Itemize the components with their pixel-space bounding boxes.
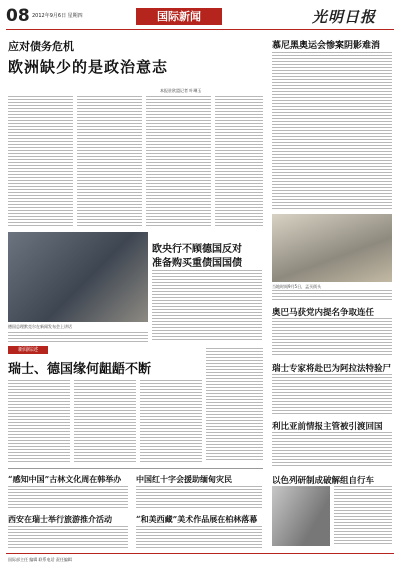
photo-caption: 德国总理默克尔在新闻发布会上讲话	[8, 324, 72, 329]
lead-column-1	[8, 96, 73, 228]
crowd-photo-caption: 当地时间9月5日，孟买街头	[272, 284, 322, 289]
page-number: 08	[6, 6, 30, 26]
story-a-headline-2: 准备购买重债国国债	[152, 258, 242, 269]
brief-2-headline: 中国红十字会援助缅甸灾民	[136, 474, 232, 484]
crowd-caption-text	[272, 290, 392, 300]
lead-column-4	[215, 96, 263, 228]
brief-2-text	[136, 486, 262, 508]
section-title: 国际新闻	[136, 8, 222, 25]
right-story-3-text	[272, 374, 392, 414]
news-tag: 新闻综述	[8, 346, 48, 354]
story-b-headline: 瑞士、德国缘何龃龉不断	[8, 362, 152, 377]
lead-byline: 本报驻欧盟记者 叶琳玉	[160, 88, 202, 93]
press-conference-photo	[8, 232, 148, 322]
issue-date: 2012年9月6日 星期四	[32, 13, 83, 19]
lead-column-2	[77, 96, 142, 228]
brief-4-text	[136, 526, 262, 548]
footer-credits: 国际部主任 编辑 联系电话 责任编辑	[8, 557, 72, 562]
story-b-col-3	[140, 380, 202, 462]
story-b-col-4	[206, 348, 263, 462]
story-b-col-2	[74, 380, 136, 462]
right-story-2-text	[272, 318, 392, 356]
story-a-headline-1: 欧央行不顾德国反对	[152, 244, 242, 255]
brief-4-headline: “和美西藏”美术作品展在柏林落幕	[136, 514, 258, 524]
right-story-1-headline: 慕尼黑奥运会惨案阴影难消	[272, 41, 381, 51]
photo-caption-text	[8, 332, 148, 342]
right-story-2-headline: 奥巴马获党内提名争取连任	[272, 308, 375, 318]
lead-kicker: 应对债务危机	[8, 40, 74, 53]
header-rule	[6, 29, 394, 30]
right-story-3-headline: 瑞士专家将赴巴为阿拉法特验尸	[272, 364, 392, 374]
right-story-5-headline: 以色列研制成破解组自行车	[272, 476, 375, 486]
right-story-4-headline: 利比亚前情报主管被引渡回国	[272, 422, 383, 432]
crowd-photo	[272, 214, 392, 282]
story-a-text	[152, 270, 262, 342]
right-story-1-text	[272, 52, 392, 210]
newspaper-logo: 光明日报	[312, 8, 377, 26]
brief-1-headline: “感知中国”古林文化周在韩举办	[8, 474, 122, 484]
brief-3-text	[8, 526, 128, 548]
footer-rule	[6, 553, 394, 554]
right-story-5-text	[334, 486, 392, 546]
lead-headline: 欧洲缺少的是政治意志	[8, 58, 169, 76]
page-header	[6, 6, 394, 28]
right-story-4-text	[272, 432, 392, 468]
story-b-col-1	[8, 380, 70, 462]
brief-3-headline: 西安在瑞士举行旅游推介活动	[8, 514, 112, 524]
brief-1-text	[8, 486, 128, 508]
bottom-rule	[8, 468, 263, 469]
bicycle-photo	[272, 486, 330, 546]
lead-column-3	[146, 96, 211, 228]
